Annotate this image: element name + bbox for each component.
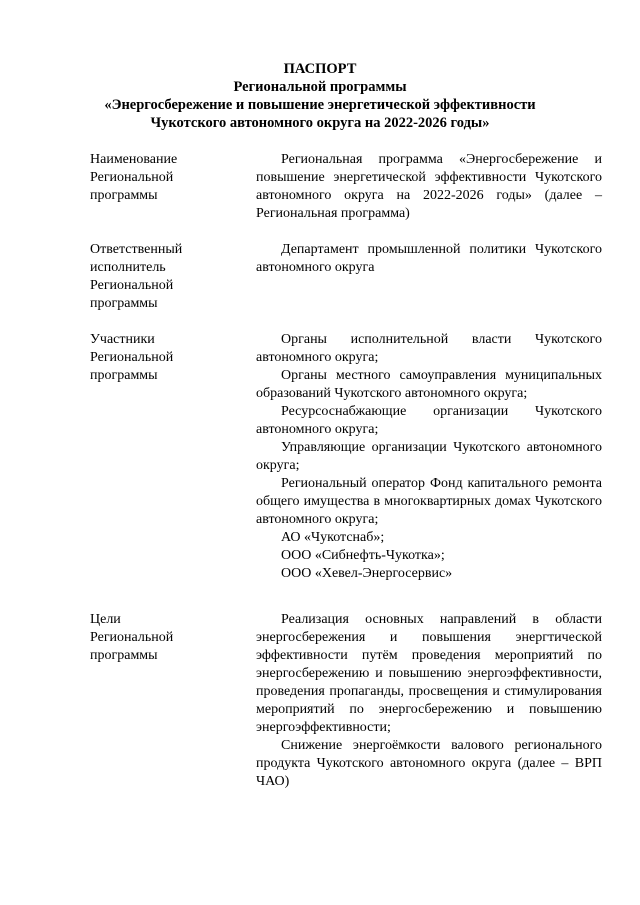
title-line-1: ПАСПОРТ [283, 61, 357, 77]
row-label-line: Региональной [90, 170, 174, 185]
row-label-line: программы [90, 188, 158, 203]
row-label [90, 331, 240, 385]
row-label [90, 151, 240, 205]
row-label-line: Участники [90, 332, 155, 347]
row-label-line: Региональной [90, 278, 174, 293]
row-paragraph: ООО «Хевел-Энергосервис» [281, 566, 453, 581]
title-line-4: Чукотского автономного округа на 2022-2026 годы» [150, 115, 490, 131]
row-paragraph: Ресурсоснабжающие организации Чукотского автономного округа; [256, 404, 602, 437]
row-paragraph: Департамент промышленной политики Чукотского автономного округа [256, 242, 602, 275]
document-title [60, 60, 580, 132]
row-value [256, 331, 602, 583]
row-value [256, 241, 602, 277]
row-label [90, 241, 240, 313]
row-label-line: Наименование [90, 152, 178, 167]
row-paragraph: ООО «Сибнефть-Чукотка»; [281, 548, 445, 563]
row-label-line: программы [90, 648, 158, 663]
row-label-line: программы [90, 296, 158, 311]
row-paragraph: Региональный оператор Фонд капитального ремонта общего имущества в многоквартирных домах Чукотского автономного округа; [256, 476, 602, 527]
row-paragraph: АО «Чукотснаб»; [281, 530, 385, 545]
row-label-line: Ответственный [90, 242, 183, 257]
row-label-line: исполнитель [90, 260, 166, 275]
row-label-line: Региональной [90, 630, 174, 645]
row-value [256, 151, 602, 223]
row-label-line: программы [90, 368, 158, 383]
row-paragraph: Региональная программа «Энергосбережение и повышение энергетической эффективности Чукотского автономного округа на 2022-2026 годы» (далее – Региональная программа) [256, 152, 602, 221]
row-label-line: Региональной [90, 350, 174, 365]
row-paragraph: Снижение энергоёмкости валового регионального продукта Чукотского автономного округа (далее – ВРП ЧАО) [256, 738, 602, 789]
row-value [256, 611, 602, 791]
row-paragraph: Реализация основных направлений в области энергосбережения и повышения энергтической эффективности путём проведения мероприятий по энергосбережению и повышению энергоэффективности, проведения пропаганды, просвещения и стимулирования мероприятий по энергосбережению и повышению энергоэффективности; [256, 612, 602, 735]
row-label [90, 611, 240, 665]
title-line-2: Региональной программы [233, 79, 407, 95]
row-paragraph: Органы местного самоуправления муниципальных образований Чукотского автономного округа; [256, 368, 602, 401]
row-paragraph: Управляющие организации Чукотского автономного округа; [256, 440, 602, 473]
title-line-3: «Энергосбережение и повышение энергетической эффективности [104, 97, 536, 113]
row-label-line: Цели [90, 612, 121, 627]
row-paragraph: Органы исполнительной власти Чукотского автономного округа; [256, 332, 602, 365]
